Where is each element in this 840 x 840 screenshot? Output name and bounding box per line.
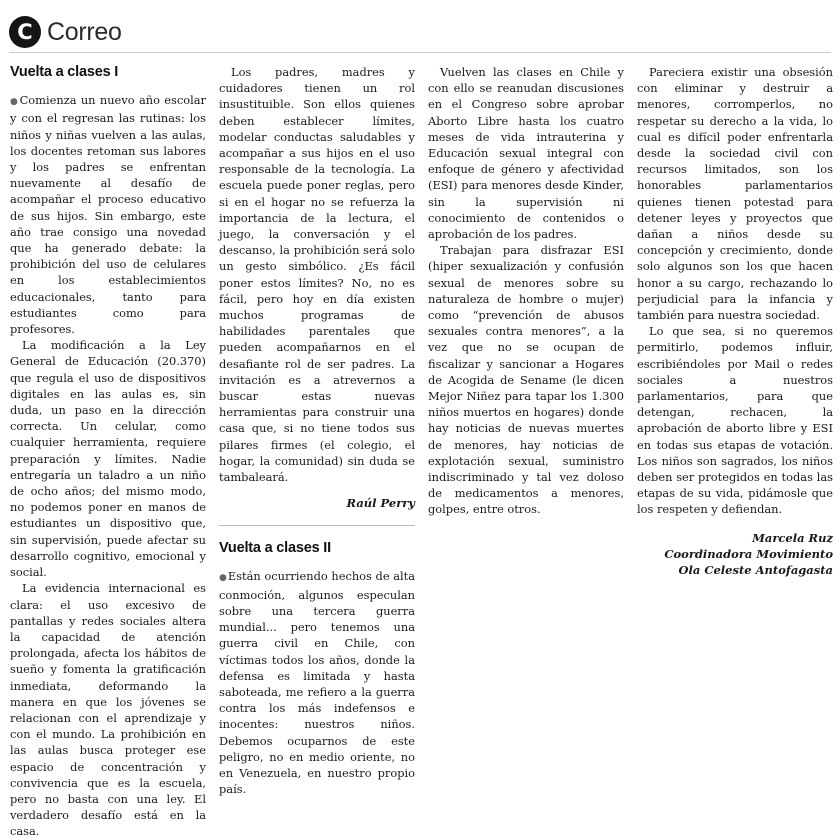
letter-2-paragraph-1: ●Están ocurriendo hechos de alta conmoción, algunos especulan sobre una tercera guerra mundial... pero tenemos una guerra civil en Chile, con víctimas todos los años, donde la defensa es limitada y hasta saboteada, me refiero a la guerra contra los más indefensos e inocentes: nuestros niños. Debemos ocuparnos de este peligro, no en medio oriente, no en Venezuela, en nuestro propio país. xyxy=(219,569,416,797)
letter-1-paragraph-2: La modificación a la Ley General de Educación (20.370) que regula el uso de dispositivos digitales en las aulas es, sin duda, un paso en la dirección correcta. Un celular, como cualquier herramienta, requiere preparación y límites. Nadie entregaría un taladro a un niño de ocho años; del mismo modo, no podemos poner en manos de estudiantes un dispositivo que, sin supervisión, puede afectar su desarrollo cognitivo, emocional y social. xyxy=(10,338,206,580)
letter-2-signature xyxy=(637,530,833,578)
letter-2-headline: Vuelta a clases II xyxy=(219,540,331,557)
column-4 xyxy=(637,64,833,578)
letter-2-paragraph-3: Trabajan para disfrazar ESI (hiper sexualización y confusión sexual de menores sobre su naturaleza de hombre o mujer) como “prevención de abusos sexuales contra menores”, a la vez que no se ocupan de fiscalizar y sancionar a Hogares de Acogida de Sename (le dicen Mejor Niñez para tapar los 1.300 niños muertos en hogares) donde hay noticias de nuevas muertes de menores, hay noticias de explotación sexual, suministro indiscriminado y tal vez doloso de medicamentos a menores, golpes, entre otros. xyxy=(428,243,624,517)
signature-role: Coordinadora Movimiento xyxy=(664,546,833,561)
letter-2-paragraph-2: Vuelven las clases en Chile y con ello se reanudan discusiones en el Congreso sobre aprobar Aborto Libre hasta los cuatro meses de vida intrauterina y Educación sexual integral con enfoque de género y afectividad (ESI) para menores desde Kinder, sin la supervisión ni conocimiento de contenidos o aprobación de los padres. xyxy=(428,65,624,242)
column-1 xyxy=(10,64,206,840)
letter-separator xyxy=(219,525,415,526)
section-header xyxy=(9,14,122,50)
section-title: Correo xyxy=(47,17,122,46)
column-2 xyxy=(219,64,415,797)
letter-1-paragraph-4: Los padres, madres y cuidadores tienen un rol insustituible. Son ellos quienes deben establecer límites, modelar conductas saludables y acompañar a sus hijos en el uso responsable de la tecnología. La escuela puede poner reglas, pero si en el hogar no se refuerza la importancia de la lectura, el juego, la conversación y el descanso, la prohibición será solo un gesto simbólico. ¿Es fácil poner estos límites? No, no es fácil, pero hoy en día existen muchos programas de habilidades parentales que pueden acompañarnos en el desafiante rol de ser padres. La invitación es a atrevernos a buscar estas nuevas herramientas para construir una casa que, si no tiene todos sus pilares firmes (el colegio, el hogar, la comunidad) sin duda se tambaleará. xyxy=(219,65,415,485)
bullet-icon: ● xyxy=(10,97,19,108)
letter-1-signature: Raúl Perry xyxy=(346,496,415,511)
section-badge: C xyxy=(9,16,41,48)
letter-2-paragraph-4: Pareciera existir una obsesión con eliminar y destruir a menores, corromperlos, no respetar su derecho a la vida, lo cual es difícil poder enfrentarla desde la sociedad civil con recursos limitados, son los honorables parlamentarios quienes tienen potestad para detener leyes y proyectos que dañan a niños desde su concepción y crecimiento, donde solo algunos son los que hacen honor a su cargo, rechazando lo perjudicial para la infancia y también para nuestra sociedad. xyxy=(637,65,833,323)
signature-name: Marcela Ruz xyxy=(752,530,833,545)
signature-organization: Ola Celeste Antofagasta xyxy=(678,562,833,577)
bullet-icon: ● xyxy=(219,573,227,584)
letter-2-paragraph-5: Lo que sea, si no queremos permitirlo, podemos influir, escribiéndoles por Mail o redes sociales a nuestros parlamentarios, para que detengan, rechacen, la aprobación de aborto libre y ESI en todas sus etapas de votación. Los niños son sagrados, los niños deben ser protegidos en todas las etapas de su vida, pidámosle que los respeten y defiendan. xyxy=(637,324,833,517)
letter-1-headline: Vuelta a clases I xyxy=(10,64,119,80)
header-rule xyxy=(9,52,831,53)
column-3 xyxy=(428,64,624,518)
letter-1-paragraph-3: La evidencia internacional es clara: el uso excesivo de pantallas y redes sociales altera la capacidad de atención prolongada, afecta los hábitos de sueño y fomenta la gratificación inmediata, deformando la manera en que los jóvenes se relacionan con el aprendizaje y con el mundo. La prohibición en las aulas busca proteger ese espacio de concentración y convivencia que es la escuela, pero no basta con una ley. El verdadero desafío está en la casa. xyxy=(10,581,206,839)
letter-1-paragraph-1: ●Comienza un nuevo año escolar y con el regresan las rutinas: los niños y niñas vuelven a las aulas, los docentes retoman sus labores y los padres se enfrentan nuevamente al desafío de acompañar el proceso educativo de sus hijos. Sin embargo, este año trae consigo una novedad que ha generado debate: la prohibición del uso de celulares en los establecimientos educacionales, tanto para estudiantes como para profesores. xyxy=(10,93,206,337)
